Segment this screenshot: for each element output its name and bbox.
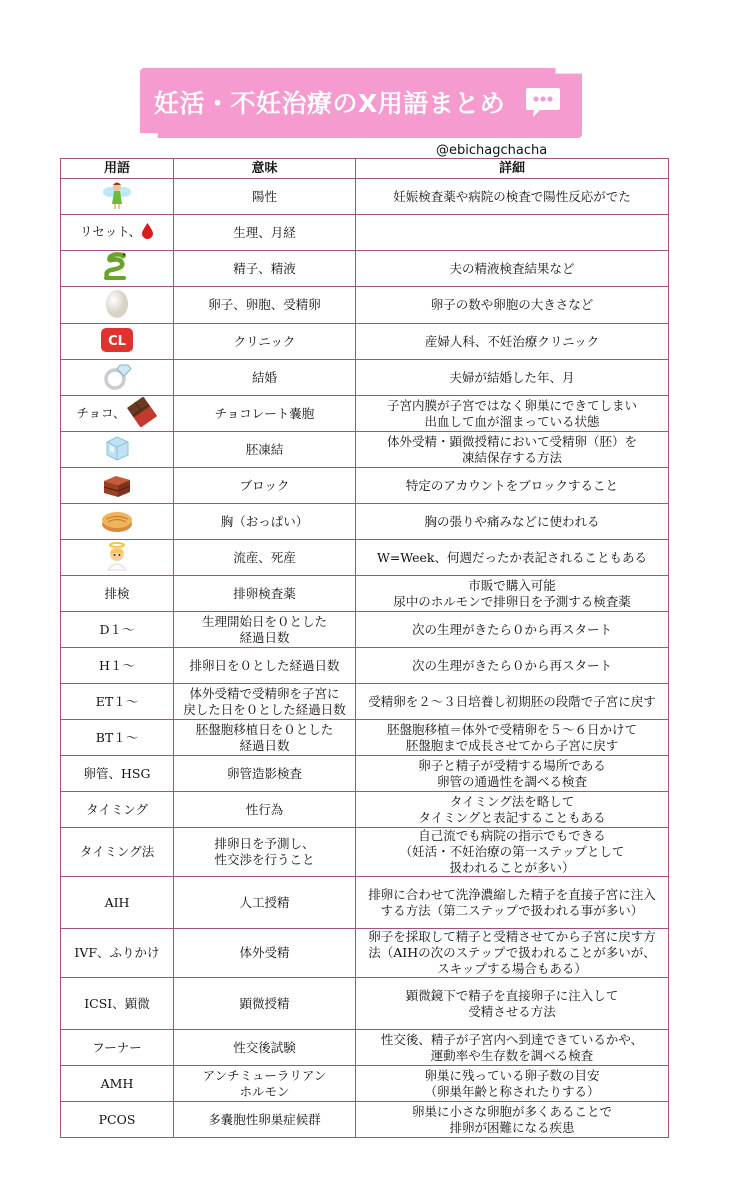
table-row (61, 287, 669, 324)
term-cell (61, 215, 174, 251)
term-text: フーナー (92, 1039, 142, 1055)
term-cell (61, 792, 174, 828)
term-cell (61, 828, 174, 877)
table-row (61, 468, 669, 504)
meaning-cell: ブロック (174, 468, 356, 504)
table-row (61, 576, 669, 612)
meaning-cell: 陽性 (174, 179, 356, 215)
term-text: PCOS (98, 1111, 136, 1127)
page-title: 妊活・不妊治療のX用語まとめ (154, 89, 506, 118)
table-row (61, 612, 669, 648)
meaning-cell: 性行為 (174, 792, 356, 828)
term-text: 卵管、HSG (83, 765, 151, 781)
meaning-cell: チョコレート嚢胞 (174, 396, 356, 432)
term-text: リセット、 (79, 224, 142, 239)
detail-cell: 夫婦が結婚した年、月 (356, 360, 669, 396)
table-row (61, 432, 669, 468)
detail-cell: 特定のアカウントをブロックすること (356, 468, 669, 504)
term-cell (61, 504, 174, 540)
meaning-cell: 顕微授精 (174, 978, 356, 1030)
detail-cell: 性交後、精子が子宮内へ到達できているかや、 運動率や生存数を調べる検査 (356, 1030, 669, 1066)
detail-cell: 次の生理がきたら０から再スタート (356, 612, 669, 648)
meaning-cell: 精子、精液 (174, 251, 356, 287)
meaning-cell: 結婚 (174, 360, 356, 396)
table-row (61, 1066, 669, 1102)
table-row (61, 877, 669, 929)
detail-cell: 市販で購入可能 尿中のホルモンで排卵日を予測する検査薬 (356, 576, 669, 612)
egg-icon (102, 287, 132, 323)
term-cell (61, 684, 174, 720)
term-cell (61, 360, 174, 396)
term-text: ET１〜 (95, 693, 139, 709)
meaning-cell: 体外受精 (174, 929, 356, 978)
detail-cell: 卵子を採取して精子と受精させてから子宮に戻す方 法（AIHの次のステップで扱われることが多いが、 スキップする場合もある） (356, 929, 669, 978)
table-row (61, 324, 669, 360)
term-cell (61, 877, 174, 929)
table-row (61, 648, 669, 684)
detail-cell: 体外受精・顕微授精において受精卵（胚）を 凍結保存する方法 (356, 432, 669, 468)
meaning-cell: 胚盤胞移植日を０とした 経過日数 (174, 720, 356, 756)
term-cell (61, 540, 174, 576)
meaning-cell: 流産、死産 (174, 540, 356, 576)
detail-cell (356, 215, 669, 251)
table-row (61, 720, 669, 756)
detail-cell: 子宮内膜が子宮ではなく卵巣にできてしまい 出血して血が溜まっている状態 (356, 396, 669, 432)
term-text: IVF、ふりかけ (74, 945, 160, 960)
meaning-cell: 生理、月経 (174, 215, 356, 251)
detail-cell: 卵子と精子が受精する場所である 卵管の通過性を調べる検査 (356, 756, 669, 792)
svg-text:CL: CL (108, 333, 126, 349)
brick-icon (101, 469, 133, 503)
table-row (61, 1102, 669, 1138)
term-cell (61, 720, 174, 756)
ring-icon (101, 361, 133, 395)
table-row (61, 929, 669, 978)
table-row (61, 360, 669, 396)
meaning-cell: アンチミューラリアン ホルモン (174, 1066, 356, 1102)
glossary-table (60, 158, 669, 1138)
meaning-cell: 人工授精 (174, 877, 356, 929)
header-term: 用語 (61, 159, 174, 179)
table-row (61, 215, 669, 251)
detail-cell: 産婦人科、不妊治療クリニック (356, 324, 669, 360)
detail-cell: 夫の精液検査結果など (356, 251, 669, 287)
detail-cell: 次の生理がきたら０から再スタート (356, 648, 669, 684)
detail-cell: 卵巣に残っている卵子数の目安 （卵巣年齢と称されたりする） (356, 1066, 669, 1102)
term-cell (61, 1102, 174, 1138)
term-text: タイミング法 (79, 844, 155, 859)
table-row (61, 828, 669, 877)
detail-cell: 卵子の数や卵胞の大きさなど (356, 287, 669, 324)
meaning-cell: 生理開始日を０とした 経過日数 (174, 612, 356, 648)
meaning-cell: 排卵検査薬 (174, 576, 356, 612)
detail-cell: 排卵に合わせて洗浄濃縮した精子を直接子宮に注入 する方法（第二ステップで扱われる事が多い） (356, 877, 669, 929)
term-cell (61, 576, 174, 612)
header-detail: 詳細 (356, 159, 669, 179)
detail-cell: 胚盤胞移植＝体外で受精卵を５〜６日かけて 胚盤胞まで成長させてから子宮に戻す (356, 720, 669, 756)
detail-cell: 妊娠検査薬や病院の検査で陽性反応がでた (356, 179, 669, 215)
table-row (61, 540, 669, 576)
term-cell (61, 648, 174, 684)
term-cell (61, 324, 174, 360)
table-row (61, 251, 669, 287)
cl-button-icon (100, 327, 134, 357)
term-text: D１〜 (99, 621, 135, 637)
table-row (61, 684, 669, 720)
term-cell (61, 396, 174, 432)
detail-cell: 顕微鏡下で精子を直接卵子に注入して 受精させる方法 (356, 978, 669, 1030)
speech-bubble-icon (524, 86, 562, 120)
detail-cell: タイミング法を略して タイミングと表記することもある (356, 792, 669, 828)
angel-icon (102, 541, 132, 575)
meaning-cell: 性交後試験 (174, 1030, 356, 1066)
term-cell (61, 432, 174, 468)
term-cell (61, 287, 174, 324)
term-cell (61, 251, 174, 287)
table-row (61, 1030, 669, 1066)
term-text: タイミング (85, 801, 148, 817)
table-row (61, 792, 669, 828)
blood-drop-icon (141, 222, 154, 243)
fairy-icon (102, 180, 132, 214)
term-cell (61, 978, 174, 1030)
detail-cell: W=Week、何週だったか表記されることもある (356, 540, 669, 576)
meaning-cell: 多嚢胞性卵巣症候群 (174, 1102, 356, 1138)
table-row (61, 978, 669, 1030)
detail-cell: 胸の張りや痛みなどに使われる (356, 504, 669, 540)
table-row (61, 756, 669, 792)
term-cell (61, 468, 174, 504)
table-row (61, 504, 669, 540)
meaning-cell: 排卵日を予測し、 性交渉を行うこと (174, 828, 356, 877)
meaning-cell: 卵管造影検査 (174, 756, 356, 792)
meaning-cell: 体外受精で受精卵を子宮に 戻した日を０とした経過日数 (174, 684, 356, 720)
author-handle: @ebichagchacha (436, 143, 548, 158)
term-text: ICSI、顕微 (84, 995, 150, 1011)
chocolate-bar-icon (126, 397, 158, 431)
term-text: AIH (104, 894, 130, 910)
meaning-cell: 胚凍結 (174, 432, 356, 468)
term-cell (61, 1030, 174, 1066)
table-row (61, 396, 669, 432)
meaning-cell: 排卵日を０とした経過日数 (174, 648, 356, 684)
term-text: チョコ、 (76, 405, 126, 420)
term-cell (61, 756, 174, 792)
ice-cube-icon (102, 433, 132, 467)
term-text: BT１〜 (95, 729, 139, 745)
term-text: 排検 (104, 585, 130, 601)
meaning-cell: 卵子、卵胞、受精卵 (174, 287, 356, 324)
term-cell (61, 179, 174, 215)
meaning-cell: クリニック (174, 324, 356, 360)
header-meaning: 意味 (174, 159, 356, 179)
table-header-row (61, 159, 669, 179)
detail-cell: 受精卵を２〜３日培養し初期胚の段階で子宮に戻す (356, 684, 669, 720)
pie-icon (100, 506, 134, 538)
detail-cell: 卵巣に小さな卵胞が多くあることで 排卵が困難になる疾患 (356, 1102, 669, 1138)
term-text: AMH (100, 1075, 134, 1091)
term-cell (61, 612, 174, 648)
detail-cell: 自己流でも病院の指示でもできる （妊活・不妊治療の第一ステップとして 扱われることが多い） (356, 828, 669, 877)
term-cell (61, 929, 174, 978)
snake-icon (102, 252, 132, 286)
table-row (61, 179, 669, 215)
term-cell (61, 1066, 174, 1102)
meaning-cell: 胸（おっぱい） (174, 504, 356, 540)
term-text: H１〜 (99, 657, 135, 673)
